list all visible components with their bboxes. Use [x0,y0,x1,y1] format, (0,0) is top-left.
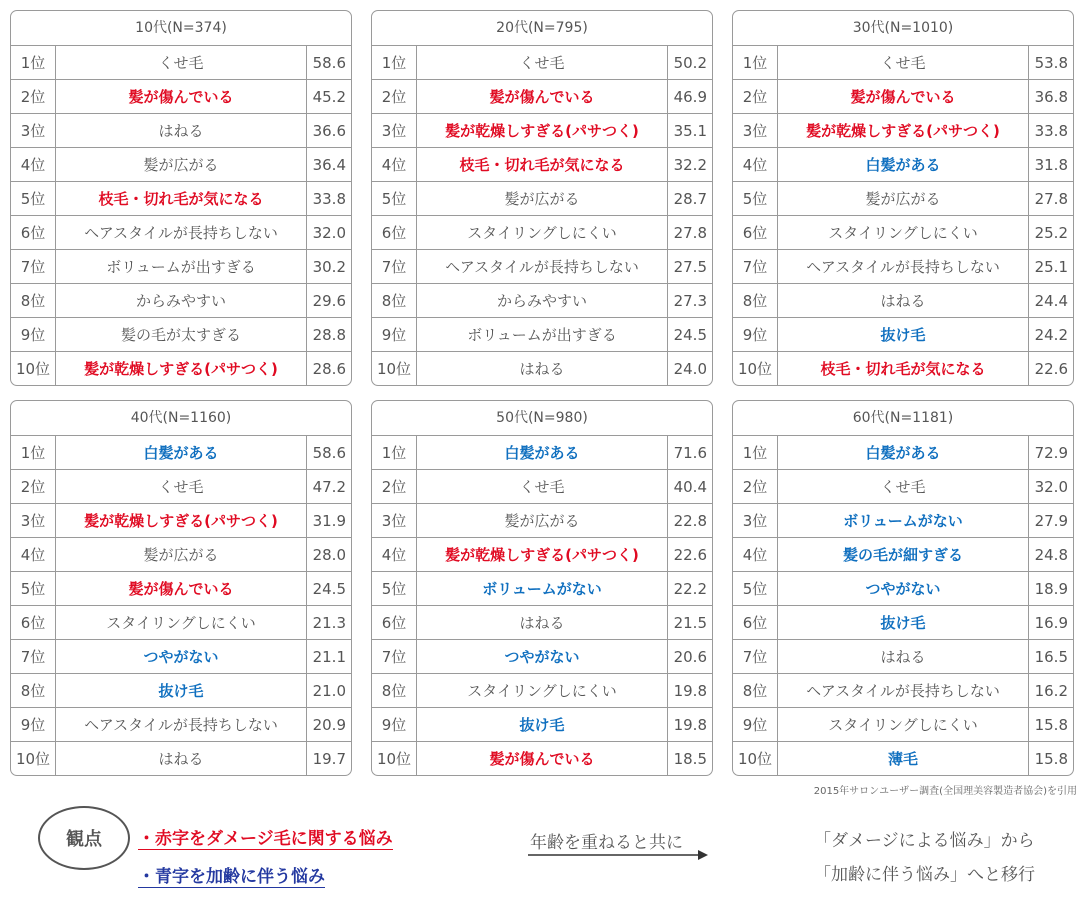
ranking-row [372,742,712,775]
concern-cell: くせ毛 [56,470,307,503]
rank-cell: 8位 [372,674,417,707]
percent-cell: 22.8 [673,511,707,530]
rank-cell: 2位 [733,470,778,503]
ranking-row [733,504,1073,538]
legend-red: ・赤字をダメージ毛に関する悩み [138,824,393,850]
ranking-row [733,470,1073,504]
rank-cell: 4位 [372,538,417,571]
ranking-row [11,216,351,250]
panel-10s [10,10,352,386]
rank-cell: 1位 [733,436,778,469]
ranking-row [11,640,351,674]
percent-cell: 28.7 [673,189,707,208]
percent-cell: 32.0 [1034,477,1068,496]
ranking-row [11,742,351,775]
percent-cell: 27.8 [1034,189,1068,208]
panel-title: 20代(N=795) [372,11,712,46]
panel-title: 10代(N=374) [11,11,351,46]
ranking-row [733,674,1073,708]
rank-cell: 8位 [372,284,417,317]
concern-cell: スタイリングしにくい [417,674,668,707]
ranking-row [372,46,712,80]
concern-cell: 髪が広がる [56,148,307,181]
concern-cell: 髪が乾燥しすぎる(パサつく) [417,114,668,147]
rank-cell: 1位 [372,46,417,79]
concern-cell: 抜け毛 [56,674,307,707]
ranking-row [733,318,1073,352]
percent-cell: 24.2 [1034,325,1068,344]
percent-cell: 16.5 [1034,647,1068,666]
rank-cell: 3位 [733,114,778,147]
concern-cell: 髪が傷んでいる [56,572,307,605]
ranking-row [372,250,712,284]
panel-20s [371,10,713,386]
rank-cell: 9位 [733,318,778,351]
concern-cell: 髪が広がる [417,504,668,537]
concern-cell: つやがない [417,640,668,673]
ranking-row [372,606,712,640]
ranking-row [11,148,351,182]
percent-cell: 36.8 [1034,87,1068,106]
concern-cell: ヘアスタイルが長持ちしない [56,216,307,249]
concern-cell: 抜け毛 [778,606,1029,639]
ranking-row [11,182,351,216]
rank-cell: 7位 [733,250,778,283]
concern-cell: はねる [778,640,1029,673]
rank-cell: 4位 [372,148,417,181]
concern-cell: 枝毛・切れ毛が気になる [778,352,1029,385]
concern-cell: スタイリングしにくい [56,606,307,639]
ranking-row [11,504,351,538]
percent-cell: 24.4 [1034,291,1068,310]
conclusion-line-2: 「加齢に伴う悩み」へと移行 [814,865,1035,885]
ranking-row [733,436,1073,470]
concern-cell: 髪が広がる [778,182,1029,215]
ranking-row [372,640,712,674]
panel-title: 40代(N=1160) [11,401,351,436]
concern-cell: 髪が広がる [417,182,668,215]
ranking-row [733,250,1073,284]
ranking-row [733,80,1073,114]
percent-cell: 33.8 [312,189,346,208]
rank-cell: 10位 [733,742,778,775]
concern-cell: はねる [417,606,668,639]
rank-cell: 5位 [372,572,417,605]
rank-cell: 6位 [11,606,56,639]
rank-cell: 6位 [372,216,417,249]
concern-cell: 薄毛 [778,742,1029,775]
ranking-row [372,436,712,470]
concern-cell: ボリュームが出すぎる [56,250,307,283]
percent-cell: 58.6 [312,53,346,72]
concern-cell: はねる [56,742,307,775]
percent-cell: 22.6 [673,545,707,564]
percent-cell: 35.1 [673,121,707,140]
rank-cell: 3位 [372,114,417,147]
percent-cell: 28.0 [312,545,346,564]
concern-cell: 枝毛・切れ毛が気になる [56,182,307,215]
rank-cell: 5位 [733,182,778,215]
rank-cell: 10位 [11,742,56,775]
percent-cell: 19.8 [673,715,707,734]
rank-cell: 7位 [372,640,417,673]
rank-cell: 10位 [11,352,56,385]
percent-cell: 31.9 [312,511,346,530]
rank-cell: 8位 [733,284,778,317]
ranking-row [733,708,1073,742]
concern-cell: 髪が傷んでいる [417,80,668,113]
concern-cell: 白髪がある [778,436,1029,469]
rank-cell: 10位 [372,352,417,385]
rank-cell: 3位 [733,504,778,537]
concern-cell: ヘアスタイルが長持ちしない [778,674,1029,707]
ranking-row [733,148,1073,182]
percent-cell: 25.1 [1034,257,1068,276]
rank-cell: 3位 [11,114,56,147]
concern-cell: 髪の毛が太すぎる [56,318,307,351]
rank-cell: 9位 [11,318,56,351]
rank-cell: 4位 [11,538,56,571]
concern-cell: くせ毛 [417,470,668,503]
rank-cell: 7位 [733,640,778,673]
percent-cell: 46.9 [673,87,707,106]
rank-cell: 7位 [372,250,417,283]
percent-cell: 21.1 [312,647,346,666]
rank-cell: 5位 [11,572,56,605]
source-credit: 2015年サロンユーザー調査(全国理美容製造者協会)を引用 [813,786,1077,797]
rank-cell: 2位 [733,80,778,113]
rank-cell: 9位 [733,708,778,741]
percent-cell: 33.8 [1034,121,1068,140]
percent-cell: 40.4 [673,477,707,496]
rank-cell: 4位 [11,148,56,181]
percent-cell: 18.9 [1034,579,1068,598]
rank-cell: 6位 [733,606,778,639]
panel-title: 60代(N=1181) [733,401,1073,436]
panel-title: 30代(N=1010) [733,11,1073,46]
percent-cell: 24.8 [1034,545,1068,564]
trend-label: 年齢を重ねると共に [530,833,683,853]
ranking-row [372,80,712,114]
percent-cell: 24.0 [673,359,707,378]
ranking-row [733,742,1073,775]
percent-cell: 29.6 [312,291,346,310]
rank-cell: 1位 [11,46,56,79]
panel-40s [10,400,352,776]
rank-cell: 2位 [372,470,417,503]
ranking-row [733,538,1073,572]
percent-cell: 58.6 [312,443,346,462]
concern-cell: はねる [417,352,668,385]
percent-cell: 71.6 [673,443,707,462]
percent-cell: 18.5 [673,749,707,768]
percent-cell: 27.5 [673,257,707,276]
rank-cell: 7位 [11,640,56,673]
ranking-row [372,114,712,148]
concern-cell: 髪が乾燥しすぎる(パサつく) [778,114,1029,147]
percent-cell: 50.2 [673,53,707,72]
panel-title: 50代(N=980) [372,401,712,436]
rank-cell: 1位 [372,436,417,469]
ranking-row [11,284,351,318]
rank-cell: 5位 [372,182,417,215]
ranking-row [733,114,1073,148]
ranking-row [372,216,712,250]
ranking-row [733,216,1073,250]
percent-cell: 36.6 [312,121,346,140]
rank-cell: 2位 [11,80,56,113]
ranking-row [733,640,1073,674]
concern-cell: 白髪がある [778,148,1029,181]
concern-cell: 枝毛・切れ毛が気になる [417,148,668,181]
ranking-row [733,182,1073,216]
ranking-row [11,572,351,606]
percent-cell: 24.5 [673,325,707,344]
percent-cell: 24.5 [312,579,346,598]
viewpoint-circle [38,806,130,870]
ranking-row [733,606,1073,640]
percent-cell: 15.8 [1034,749,1068,768]
rank-cell: 4位 [733,148,778,181]
conclusion-line-1: 「ダメージによる悩み」から [814,831,1035,851]
panel-50s [371,400,713,776]
concern-cell: 白髪がある [417,436,668,469]
ranking-row [372,708,712,742]
ranking-row [11,606,351,640]
percent-cell: 25.2 [1034,223,1068,242]
ranking-row [733,284,1073,318]
concern-cell: 髪が乾燥しすぎる(パサつく) [56,352,307,385]
concern-cell: はねる [778,284,1029,317]
concern-cell: 髪が乾燥しすぎる(パサつく) [417,538,668,571]
concern-cell: ヘアスタイルが長持ちしない [778,250,1029,283]
concern-cell: つやがない [56,640,307,673]
viewpoint-label: 観点 [66,829,102,850]
rank-cell: 2位 [372,80,417,113]
percent-cell: 21.5 [673,613,707,632]
ranking-row [11,250,351,284]
percent-cell: 20.9 [312,715,346,734]
ranking-row [733,572,1073,606]
concern-cell: 髪が広がる [56,538,307,571]
rank-cell: 5位 [733,572,778,605]
panel-60s [732,400,1074,776]
concern-cell: からみやすい [56,284,307,317]
percent-cell: 30.2 [312,257,346,276]
ranking-row [733,46,1073,80]
concern-cell: 白髪がある [56,436,307,469]
percent-cell: 28.6 [312,359,346,378]
ranking-row [372,284,712,318]
ranking-row [11,46,351,80]
concern-cell: スタイリングしにくい [417,216,668,249]
concern-cell: ヘアスタイルが長持ちしない [417,250,668,283]
rank-cell: 9位 [372,708,417,741]
rank-cell: 4位 [733,538,778,571]
legend-blue: ・青字を加齢に伴う悩み [138,862,325,888]
rank-cell: 2位 [11,470,56,503]
concern-cell: ボリュームが出すぎる [417,318,668,351]
ranking-row [11,80,351,114]
percent-cell: 19.7 [312,749,346,768]
rank-cell: 3位 [372,504,417,537]
concern-cell: くせ毛 [417,46,668,79]
rank-cell: 1位 [11,436,56,469]
concern-cell: 髪が傷んでいる [417,742,668,775]
ranking-row [11,674,351,708]
rank-cell: 5位 [11,182,56,215]
panel-30s [732,10,1074,386]
arrow-right-icon [528,849,708,861]
percent-cell: 28.8 [312,325,346,344]
concern-cell: 抜け毛 [417,708,668,741]
percent-cell: 45.2 [312,87,346,106]
ranking-row [372,538,712,572]
concern-cell: くせ毛 [778,470,1029,503]
percent-cell: 21.0 [312,681,346,700]
percent-cell: 27.9 [1034,511,1068,530]
ranking-row [372,572,712,606]
ranking-row [372,182,712,216]
rank-cell: 8位 [733,674,778,707]
ranking-row [11,436,351,470]
rank-cell: 6位 [11,216,56,249]
ranking-row [372,318,712,352]
ranking-row [11,114,351,148]
ranking-row [11,470,351,504]
percent-cell: 31.8 [1034,155,1068,174]
ranking-row [372,674,712,708]
percent-cell: 47.2 [312,477,346,496]
rank-cell: 7位 [11,250,56,283]
concern-cell: 髪が乾燥しすぎる(パサつく) [56,504,307,537]
percent-cell: 15.8 [1034,715,1068,734]
percent-cell: 72.9 [1034,443,1068,462]
percent-cell: 32.0 [312,223,346,242]
concern-cell: 髪の毛が細すぎる [778,538,1029,571]
ranking-row [372,470,712,504]
percent-cell: 22.6 [1034,359,1068,378]
concern-cell: スタイリングしにくい [778,708,1029,741]
ranking-row [372,352,712,385]
percent-cell: 22.2 [673,579,707,598]
rank-cell: 8位 [11,284,56,317]
rank-cell: 9位 [372,318,417,351]
rank-cell: 10位 [733,352,778,385]
concern-cell: 髪が傷んでいる [56,80,307,113]
percent-cell: 16.2 [1034,681,1068,700]
ranking-row [733,352,1073,385]
ranking-row [372,504,712,538]
rank-cell: 10位 [372,742,417,775]
concern-cell: つやがない [778,572,1029,605]
concern-cell: くせ毛 [778,46,1029,79]
rank-cell: 1位 [733,46,778,79]
concern-cell: ヘアスタイルが長持ちしない [56,708,307,741]
percent-cell: 27.8 [673,223,707,242]
percent-cell: 16.9 [1034,613,1068,632]
ranking-row [372,148,712,182]
percent-cell: 27.3 [673,291,707,310]
rank-cell: 8位 [11,674,56,707]
ranking-row [11,318,351,352]
ranking-row [11,352,351,385]
ranking-row [11,708,351,742]
percent-cell: 19.8 [673,681,707,700]
concern-cell: はねる [56,114,307,147]
concern-cell: ボリュームがない [778,504,1029,537]
rank-cell: 6位 [372,606,417,639]
concern-cell: からみやすい [417,284,668,317]
percent-cell: 32.2 [673,155,707,174]
percent-cell: 53.8 [1034,53,1068,72]
percent-cell: 36.4 [312,155,346,174]
rank-cell: 9位 [11,708,56,741]
concern-cell: 抜け毛 [778,318,1029,351]
concern-cell: スタイリングしにくい [778,216,1029,249]
concern-cell: 髪が傷んでいる [778,80,1029,113]
percent-cell: 20.6 [673,647,707,666]
rank-cell: 6位 [733,216,778,249]
ranking-row [11,538,351,572]
percent-cell: 21.3 [312,613,346,632]
concern-cell: ボリュームがない [417,572,668,605]
concern-cell: くせ毛 [56,46,307,79]
rank-cell: 3位 [11,504,56,537]
